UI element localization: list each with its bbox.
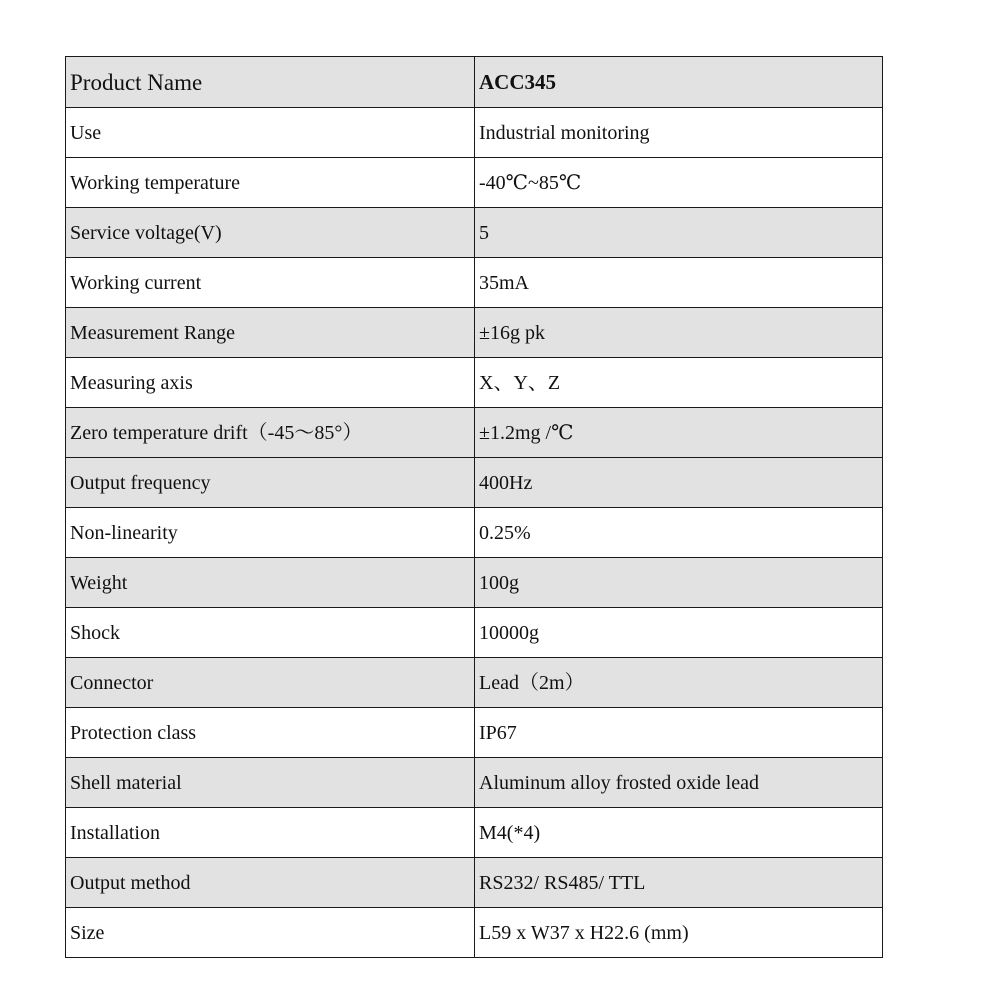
row-label: Non-linearity [66,508,475,558]
row-label: Measurement Range [66,308,475,358]
row-value: 400Hz [475,458,883,508]
row-label: Size [66,908,475,958]
row-label: Working temperature [66,158,475,208]
row-value: 35mA [475,258,883,308]
row-label: Output frequency [66,458,475,508]
spec-table [65,56,883,958]
row-value: -40℃~85℃ [475,158,883,208]
table-row [66,308,883,358]
row-value: L59 x W37 x H22.6 (mm) [475,908,883,958]
table-header-row [66,57,883,108]
table-row [66,508,883,558]
row-value: IP67 [475,708,883,758]
row-value: ±16g pk [475,308,883,358]
row-value: ±1.2mg /℃ [475,408,883,458]
table-row [66,408,883,458]
table-row [66,558,883,608]
table-row [66,358,883,408]
row-value: 100g [475,558,883,608]
row-label: Zero temperature drift（-45～85°） [66,408,475,458]
row-label: Service voltage(V) [66,208,475,258]
row-value: RS232/ RS485/ TTL [475,858,883,908]
header-value: ACC345 [475,57,883,108]
table-row [66,808,883,858]
header-label: Product Name [66,57,475,108]
row-label: Shock [66,608,475,658]
table-row [66,708,883,758]
row-label: Use [66,108,475,158]
table-row [66,908,883,958]
row-value: Aluminum alloy frosted oxide lead [475,758,883,808]
row-label: Connector [66,658,475,708]
row-label: Measuring axis [66,358,475,408]
table-row [66,258,883,308]
row-value: Lead（2m） [475,658,883,708]
table-row [66,658,883,708]
table-row [66,108,883,158]
row-label: Installation [66,808,475,858]
row-value: 10000g [475,608,883,658]
row-label: Output method [66,858,475,908]
table-row [66,458,883,508]
table-row [66,858,883,908]
row-value: X、Y、Z [475,358,883,408]
row-value: Industrial monitoring [475,108,883,158]
row-value: 5 [475,208,883,258]
table-row [66,608,883,658]
table-row [66,208,883,258]
table-row [66,758,883,808]
row-label: Working current [66,258,475,308]
table-row [66,158,883,208]
row-label: Shell material [66,758,475,808]
row-label: Weight [66,558,475,608]
row-value: 0.25% [475,508,883,558]
row-label: Protection class [66,708,475,758]
row-value: M4(*4) [475,808,883,858]
